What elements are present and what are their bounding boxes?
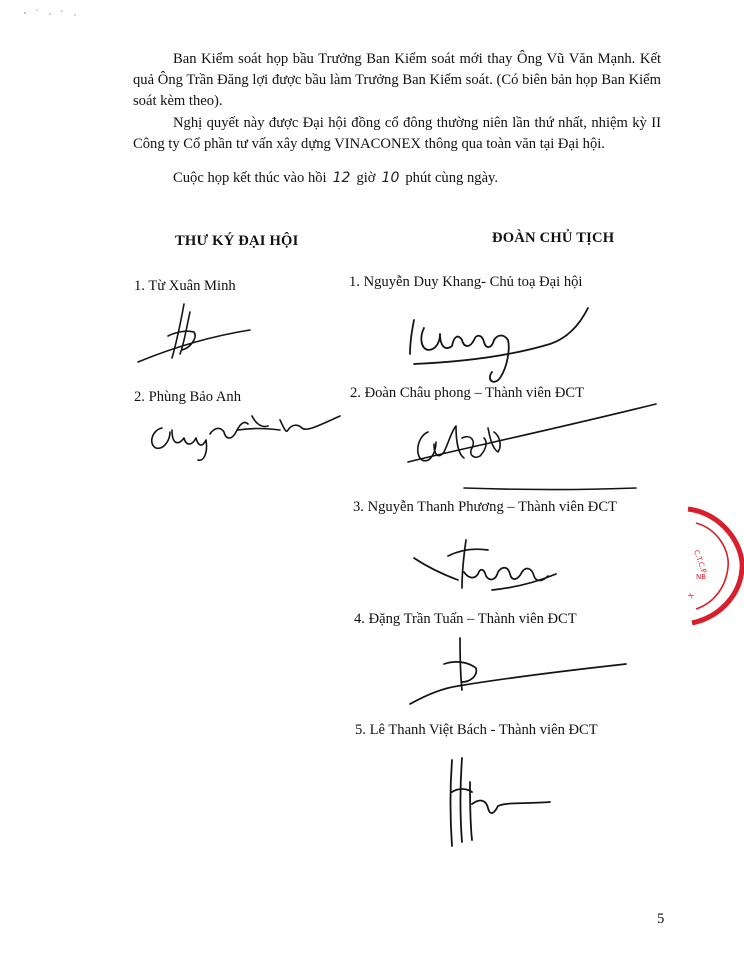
presidium-heading: ĐOÀN CHỦ TỊCH [492, 230, 615, 246]
signature-presidium-3 [408, 530, 568, 600]
svg-text:NB: NB [696, 573, 707, 581]
scan-specks [20, 6, 90, 20]
secretary-member-2: 2. Phùng Bảo Anh [134, 389, 242, 405]
presidium-member-2: 2. Đoàn Châu phong – Thành viên ĐCT [350, 385, 585, 401]
closing-hour: 12 [332, 170, 351, 186]
company-seal-stamp [682, 505, 744, 625]
page-number: 5 [657, 911, 665, 927]
signature-secretary-1 [132, 296, 262, 374]
presidium-member-5: 5. Lê Thanh Việt Bách - Thành viên ĐCT [355, 722, 598, 738]
signature-presidium-1 [400, 300, 600, 392]
body-paragraph-2: Nghị quyết này được Đại hội đồng cổ đông thường niên lần thứ nhất, nhiệm kỳ II Công ty Cổ phần tư vấn xây dựng VINACONEX thông qua toàn văn tại Đại hội. [133, 115, 661, 152]
closing-suffix: phút cùng ngày. [405, 170, 499, 186]
presidium-member-1: 1. Nguyễn Duy Khang- Chủ toạ Đại hội [349, 274, 583, 290]
presidium-member-3: 3. Nguyễn Thanh Phương – Thành viên ĐCT [353, 499, 617, 515]
signature-secretary-2 [140, 400, 345, 470]
signature-presidium-5 [440, 752, 560, 852]
svg-text:C.T.C.P: C.T.C.P [692, 548, 708, 575]
body-paragraph-1: Ban Kiểm soát họp bầu Trưởng Ban Kiểm soát mới thay Ông Vũ Văn Mạnh. Kết quả Ông Trần Đăng lợi được bầu làm Trưởng Ban Kiểm soát. (Có biên bản họp Ban Kiểm soát kèm theo). [133, 51, 661, 109]
presidium-member-4: 4. Đặng Trần Tuấn – Thành viên ĐCT [354, 611, 577, 627]
closing-prefix: Cuộc họp kết thúc vào hồi [173, 170, 327, 186]
closing-sentence [173, 168, 498, 189]
signature-presidium-2 [404, 398, 664, 498]
signature-presidium-4 [404, 634, 630, 714]
svg-text:X: X [686, 591, 697, 600]
secretary-member-1: 1. Từ Xuân Minh [134, 278, 236, 294]
secretary-heading: THƯ KÝ ĐẠI HỘI [175, 233, 299, 249]
closing-middle: giờ [356, 170, 376, 186]
closing-minute: 10 [381, 170, 400, 186]
